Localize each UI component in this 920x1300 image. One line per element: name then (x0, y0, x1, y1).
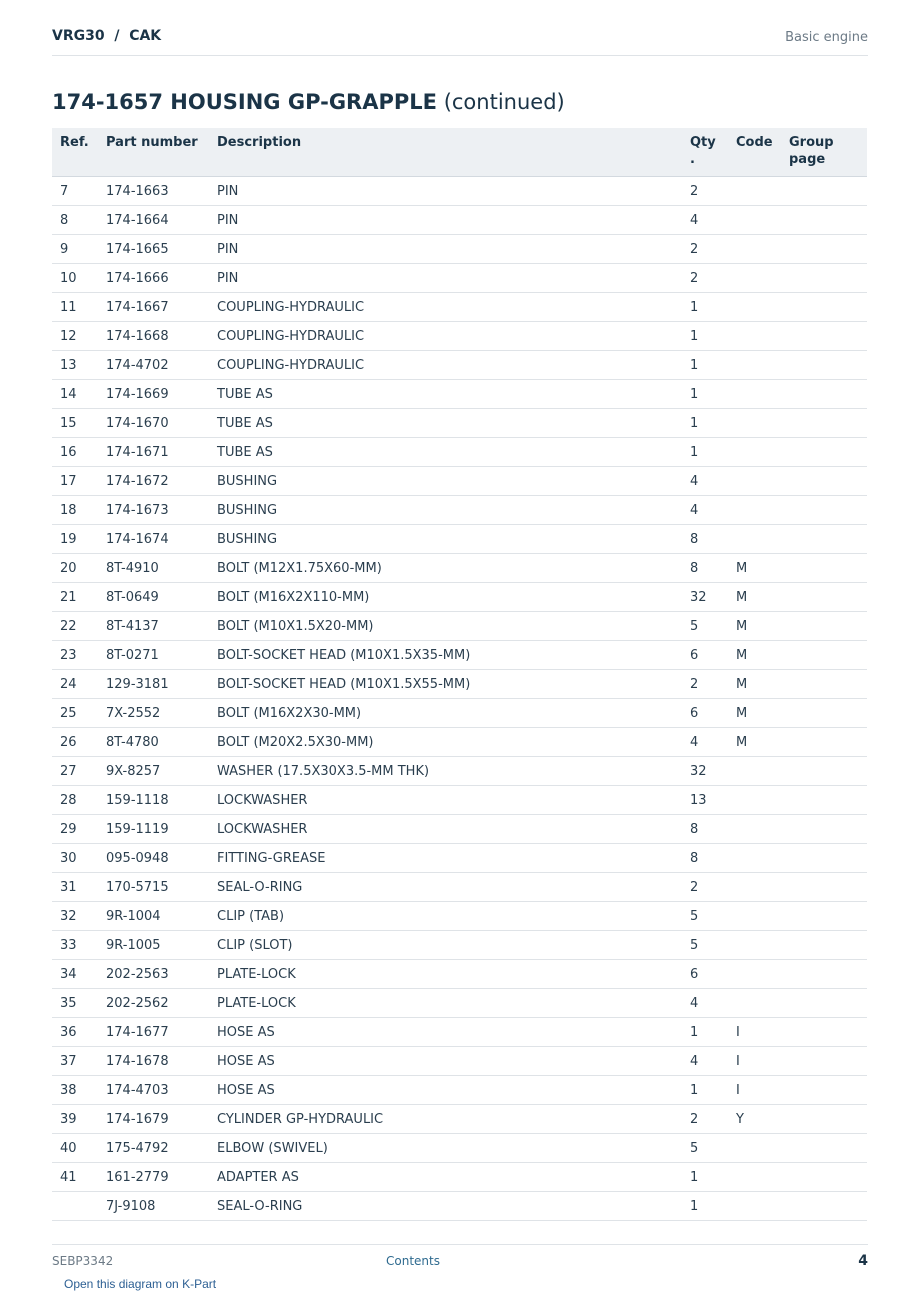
cell-code: I (728, 1018, 781, 1047)
cell-ref: 29 (52, 815, 98, 844)
cell-group-page (781, 612, 867, 641)
page-title (52, 90, 565, 114)
cell-part-number: 7J-9108 (98, 1192, 209, 1221)
cell-part-number: 159-1118 (98, 786, 209, 815)
cell-group-page (781, 902, 867, 931)
cell-ref: 13 (52, 351, 98, 380)
cell-code: M (728, 728, 781, 757)
cell-part-number: 8T-0271 (98, 641, 209, 670)
table-row (52, 757, 867, 786)
cell-part-number: 174-1667 (98, 293, 209, 322)
cell-description: BOLT-SOCKET HEAD (M10X1.5X55-MM) (209, 670, 682, 699)
cell-description: PLATE-LOCK (209, 960, 682, 989)
cell-ref: 9 (52, 235, 98, 264)
table-row (52, 699, 867, 728)
table-row (52, 728, 867, 757)
cell-description: FITTING-GREASE (209, 844, 682, 873)
cell-qty: 4 (682, 989, 728, 1018)
cell-ref: 35 (52, 989, 98, 1018)
table-row (52, 1192, 867, 1221)
page-title-suffix: (continued) (443, 90, 565, 114)
cell-group-page (781, 409, 867, 438)
cell-group-page (781, 293, 867, 322)
parts-table (52, 128, 867, 1221)
table-row (52, 612, 867, 641)
cell-description: SEAL-O-RING (209, 873, 682, 902)
cell-ref: 8 (52, 206, 98, 235)
cell-part-number: 174-1665 (98, 235, 209, 264)
cell-ref: 16 (52, 438, 98, 467)
table-row (52, 931, 867, 960)
table-row (52, 264, 867, 293)
cell-description: TUBE AS (209, 380, 682, 409)
cell-group-page (781, 235, 867, 264)
cell-qty: 1 (682, 293, 728, 322)
cell-description: HOSE AS (209, 1047, 682, 1076)
page-footer (52, 1244, 868, 1275)
cell-description: BUSHING (209, 496, 682, 525)
cell-group-page (781, 786, 867, 815)
table-row (52, 583, 867, 612)
cell-code (728, 873, 781, 902)
cell-part-number: 174-1666 (98, 264, 209, 293)
cell-qty: 1 (682, 1163, 728, 1192)
cell-group-page (781, 351, 867, 380)
cell-code (728, 496, 781, 525)
cell-qty: 8 (682, 844, 728, 873)
cell-ref: 37 (52, 1047, 98, 1076)
table-row (52, 1134, 867, 1163)
table-row (52, 844, 867, 873)
cell-description: PIN (209, 206, 682, 235)
cell-ref: 25 (52, 699, 98, 728)
column-header-qty: Qty . (682, 128, 728, 177)
cell-ref: 22 (52, 612, 98, 641)
cell-description: PIN (209, 235, 682, 264)
cell-description: BUSHING (209, 525, 682, 554)
cell-group-page (781, 206, 867, 235)
cell-code (728, 293, 781, 322)
cell-ref: 18 (52, 496, 98, 525)
cell-ref: 38 (52, 1076, 98, 1105)
cell-qty: 6 (682, 699, 728, 728)
cell-group-page (781, 583, 867, 612)
cell-code: I (728, 1076, 781, 1105)
table-row (52, 1105, 867, 1134)
cell-ref: 17 (52, 467, 98, 496)
cell-qty: 4 (682, 467, 728, 496)
cell-group-page (781, 1105, 867, 1134)
cell-description: CLIP (TAB) (209, 902, 682, 931)
cell-part-number: 9R-1005 (98, 931, 209, 960)
cell-part-number: 174-4702 (98, 351, 209, 380)
table-row (52, 293, 867, 322)
column-header-part-number: Part number (98, 128, 209, 177)
cell-code (728, 380, 781, 409)
cell-code (728, 467, 781, 496)
cell-description: BOLT-SOCKET HEAD (M10X1.5X35-MM) (209, 641, 682, 670)
table-body (52, 177, 867, 1221)
cell-description: COUPLING-HYDRAULIC (209, 293, 682, 322)
table-row (52, 960, 867, 989)
cell-part-number: 161-2779 (98, 1163, 209, 1192)
cell-description: CLIP (SLOT) (209, 931, 682, 960)
cell-code (728, 438, 781, 467)
cell-code (728, 322, 781, 351)
cell-ref: 12 (52, 322, 98, 351)
cell-group-page (781, 641, 867, 670)
cell-ref: 23 (52, 641, 98, 670)
cell-qty: 2 (682, 264, 728, 293)
cell-part-number: 8T-0649 (98, 583, 209, 612)
page-title-main: 174-1657 HOUSING GP-GRAPPLE (52, 90, 437, 114)
cell-part-number: 095-0948 (98, 844, 209, 873)
cell-group-page (781, 554, 867, 583)
table-row (52, 380, 867, 409)
table-row (52, 641, 867, 670)
cell-group-page (781, 699, 867, 728)
cell-group-page (781, 815, 867, 844)
cell-ref: 31 (52, 873, 98, 902)
cell-part-number: 174-1677 (98, 1018, 209, 1047)
cell-group-page (781, 873, 867, 902)
cell-qty: 1 (682, 409, 728, 438)
cell-group-page (781, 380, 867, 409)
cell-group-page (781, 322, 867, 351)
cell-part-number: 202-2562 (98, 989, 209, 1018)
cell-ref: 15 (52, 409, 98, 438)
cell-description: WASHER (17.5X30X3.5-MM THK) (209, 757, 682, 786)
cell-qty: 13 (682, 786, 728, 815)
cell-description: COUPLING-HYDRAULIC (209, 322, 682, 351)
cell-description: PLATE-LOCK (209, 989, 682, 1018)
cell-ref: 26 (52, 728, 98, 757)
cell-qty: 1 (682, 322, 728, 351)
cell-group-page (781, 264, 867, 293)
cell-group-page (781, 1076, 867, 1105)
cell-part-number: 9X-8257 (98, 757, 209, 786)
cell-group-page (781, 496, 867, 525)
cell-code (728, 844, 781, 873)
cell-code: M (728, 670, 781, 699)
table-row (52, 554, 867, 583)
cell-code: M (728, 641, 781, 670)
cell-qty: 6 (682, 960, 728, 989)
cell-qty: 5 (682, 1134, 728, 1163)
cell-ref: 10 (52, 264, 98, 293)
cell-group-page (781, 1047, 867, 1076)
cell-qty: 1 (682, 380, 728, 409)
cell-part-number: 174-1672 (98, 467, 209, 496)
kpart-link[interactable]: Open this diagram on K-Part (64, 1277, 217, 1291)
cell-ref: 32 (52, 902, 98, 931)
cell-part-number: 174-1673 (98, 496, 209, 525)
cell-part-number: 175-4792 (98, 1134, 209, 1163)
table-row (52, 438, 867, 467)
cell-part-number: 174-1668 (98, 322, 209, 351)
cell-part-number: 174-1674 (98, 525, 209, 554)
cell-group-page (781, 844, 867, 873)
cell-description: HOSE AS (209, 1018, 682, 1047)
cell-part-number: 174-1664 (98, 206, 209, 235)
cell-code (728, 206, 781, 235)
table-row (52, 1047, 867, 1076)
cell-qty: 8 (682, 525, 728, 554)
cell-ref: 21 (52, 583, 98, 612)
cell-ref: 28 (52, 786, 98, 815)
cell-qty: 1 (682, 1018, 728, 1047)
cell-code (728, 989, 781, 1018)
cell-description: PIN (209, 177, 682, 206)
cell-ref: 30 (52, 844, 98, 873)
cell-code (728, 1192, 781, 1221)
cell-code (728, 757, 781, 786)
cell-ref: 14 (52, 380, 98, 409)
cell-group-page (781, 757, 867, 786)
cell-code: M (728, 554, 781, 583)
cell-group-page (781, 1163, 867, 1192)
cell-part-number: 174-4703 (98, 1076, 209, 1105)
cell-part-number: 159-1119 (98, 815, 209, 844)
table-row (52, 322, 867, 351)
cell-group-page (781, 1192, 867, 1221)
cell-code: M (728, 583, 781, 612)
cell-part-number: 174-1663 (98, 177, 209, 206)
table-row (52, 235, 867, 264)
cell-qty: 1 (682, 1076, 728, 1105)
cell-qty: 2 (682, 235, 728, 264)
table-row (52, 1163, 867, 1192)
cell-ref: 27 (52, 757, 98, 786)
cell-ref: 11 (52, 293, 98, 322)
cell-part-number: 174-1669 (98, 380, 209, 409)
cell-part-number: 7X-2552 (98, 699, 209, 728)
column-header-description: Description (209, 128, 682, 177)
table-row (52, 467, 867, 496)
cell-part-number: 9R-1004 (98, 902, 209, 931)
column-header-ref: Ref. (52, 128, 98, 177)
cell-qty: 5 (682, 902, 728, 931)
cell-qty: 8 (682, 554, 728, 583)
cell-code (728, 409, 781, 438)
table-row (52, 525, 867, 554)
cell-part-number: 174-1671 (98, 438, 209, 467)
table-row (52, 902, 867, 931)
table-row (52, 177, 867, 206)
cell-ref: 7 (52, 177, 98, 206)
cell-qty: 1 (682, 438, 728, 467)
cell-ref: 19 (52, 525, 98, 554)
cell-description: ELBOW (SWIVEL) (209, 1134, 682, 1163)
table-row (52, 873, 867, 902)
cell-part-number: 174-1679 (98, 1105, 209, 1134)
cell-ref: 33 (52, 931, 98, 960)
cell-description: HOSE AS (209, 1076, 682, 1105)
cell-qty: 2 (682, 670, 728, 699)
cell-description: BOLT (M20X2.5X30-MM) (209, 728, 682, 757)
cell-description: COUPLING-HYDRAULIC (209, 351, 682, 380)
cell-code (728, 1134, 781, 1163)
cell-ref: 24 (52, 670, 98, 699)
cell-group-page (781, 989, 867, 1018)
cell-ref: 41 (52, 1163, 98, 1192)
section-label: Basic engine (785, 30, 868, 45)
cell-part-number: 174-1678 (98, 1047, 209, 1076)
cell-description: LOCKWASHER (209, 815, 682, 844)
cell-code: I (728, 1047, 781, 1076)
table-row (52, 815, 867, 844)
cell-code: Y (728, 1105, 781, 1134)
table-header-row (52, 128, 867, 177)
cell-part-number: 202-2563 (98, 960, 209, 989)
table-row (52, 786, 867, 815)
cell-code (728, 525, 781, 554)
cell-ref (52, 1192, 98, 1221)
cell-group-page (781, 438, 867, 467)
column-header-code: Code (728, 128, 781, 177)
table-row (52, 1076, 867, 1105)
cell-part-number: 8T-4780 (98, 728, 209, 757)
cell-qty: 5 (682, 612, 728, 641)
cell-qty: 2 (682, 177, 728, 206)
cell-description: BUSHING (209, 467, 682, 496)
cell-qty: 32 (682, 583, 728, 612)
cell-qty: 4 (682, 728, 728, 757)
cell-group-page (781, 670, 867, 699)
cell-ref: 39 (52, 1105, 98, 1134)
cell-description: CYLINDER GP-HYDRAULIC (209, 1105, 682, 1134)
cell-group-page (781, 728, 867, 757)
cell-part-number: 174-1670 (98, 409, 209, 438)
cell-qty: 1 (682, 1192, 728, 1221)
cell-description: BOLT (M12X1.75X60-MM) (209, 554, 682, 583)
cell-qty: 6 (682, 641, 728, 670)
breadcrumb: VRG30 / CAK (52, 28, 162, 44)
cell-qty: 2 (682, 873, 728, 902)
cell-description: BOLT (M10X1.5X20-MM) (209, 612, 682, 641)
cell-part-number: 129-3181 (98, 670, 209, 699)
cell-code (728, 177, 781, 206)
table-row (52, 496, 867, 525)
cell-part-number: 8T-4137 (98, 612, 209, 641)
table-row (52, 351, 867, 380)
cell-code (728, 931, 781, 960)
cell-description: TUBE AS (209, 438, 682, 467)
cell-code: M (728, 612, 781, 641)
cell-group-page (781, 525, 867, 554)
cell-code (728, 786, 781, 815)
cell-ref: 20 (52, 554, 98, 583)
cell-ref: 40 (52, 1134, 98, 1163)
document-number: SEBP3342 (52, 1254, 114, 1268)
cell-description: BOLT (M16X2X110-MM) (209, 583, 682, 612)
column-header-group-page: Group page (781, 128, 867, 177)
cell-qty: 2 (682, 1105, 728, 1134)
cell-qty: 5 (682, 931, 728, 960)
cell-description: SEAL-O-RING (209, 1192, 682, 1221)
cell-qty: 4 (682, 1047, 728, 1076)
cell-group-page (781, 960, 867, 989)
cell-part-number: 8T-4910 (98, 554, 209, 583)
table-row (52, 670, 867, 699)
page-header (52, 28, 868, 56)
cell-group-page (781, 1018, 867, 1047)
cell-code (728, 960, 781, 989)
cell-qty: 4 (682, 496, 728, 525)
cell-description: LOCKWASHER (209, 786, 682, 815)
cell-description: PIN (209, 264, 682, 293)
cell-code (728, 235, 781, 264)
cell-group-page (781, 1134, 867, 1163)
page-number: 4 (858, 1253, 868, 1269)
contents-link[interactable]: Contents (386, 1254, 440, 1268)
cell-ref: 36 (52, 1018, 98, 1047)
cell-qty: 1 (682, 351, 728, 380)
cell-code (728, 902, 781, 931)
cell-group-page (781, 931, 867, 960)
cell-description: BOLT (M16X2X30-MM) (209, 699, 682, 728)
cell-code (728, 264, 781, 293)
cell-code (728, 351, 781, 380)
cell-part-number: 170-5715 (98, 873, 209, 902)
cell-description: ADAPTER AS (209, 1163, 682, 1192)
cell-description: TUBE AS (209, 409, 682, 438)
table-row (52, 989, 867, 1018)
table-row (52, 1018, 867, 1047)
cell-code (728, 1163, 781, 1192)
table-row (52, 206, 867, 235)
table-row (52, 409, 867, 438)
cell-qty: 8 (682, 815, 728, 844)
cell-qty: 4 (682, 206, 728, 235)
cell-qty: 32 (682, 757, 728, 786)
cell-code: M (728, 699, 781, 728)
cell-code (728, 815, 781, 844)
cell-ref: 34 (52, 960, 98, 989)
cell-group-page (781, 467, 867, 496)
cell-group-page (781, 177, 867, 206)
